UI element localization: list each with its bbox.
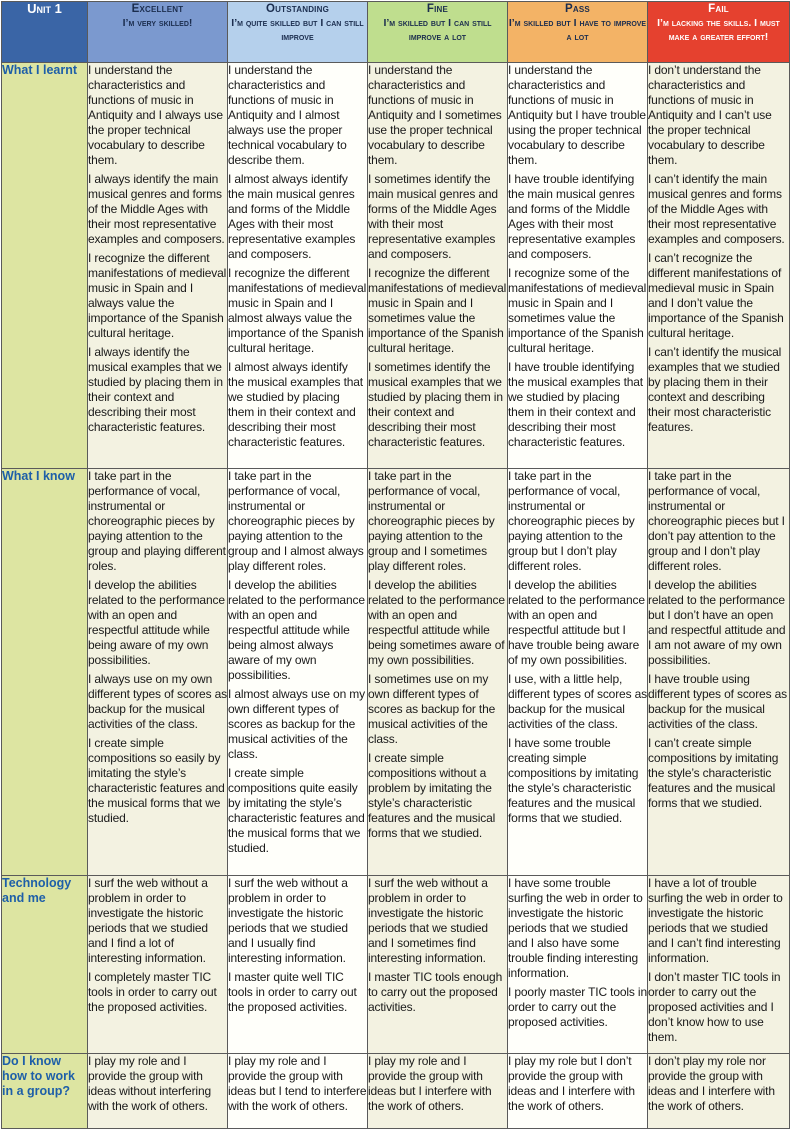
level-description: I’m quite skilled but I can still improve (231, 17, 364, 43)
criterion-text: I understand the characteristics and functions of music in Antiquity and I almost always use the proper technical vocabulary to describe them. (228, 63, 347, 167)
criterion-text: I can’t identify the main musical genres and forms of the Middle Ages with their most representative examples and composers. (648, 172, 785, 246)
criterion-text: I recognize the different manifestations of medieval music in Spain and I always value the importance of the Spanish cultural heritage. (88, 251, 227, 340)
level-description: I’m very skilled! (122, 17, 193, 29)
criterion-text: I have a lot of trouble surfing the web in order to investigate the historic periods that we studied and I can’t find interesting information. (648, 876, 783, 965)
criterion-text: I understand the characteristics and functions of music in Antiquity but I have trouble using the proper technical vocabulary to describe them. (508, 63, 646, 167)
level-name: Excellent (131, 3, 184, 15)
criterion-text: I don’t play my role nor provide the group with ideas and I interfere with the work of others. (648, 1054, 775, 1113)
criterion-text: I have trouble using different types of scores as backup for the musical activities of the class. (648, 672, 787, 731)
criterion-text: I master quite well TIC tools in order to carry out the proposed activities. (228, 970, 357, 1014)
criterion-text: I understand the characteristics and functions of music in Antiquity and I sometimes use the proper technical vocabulary to describe them. (368, 63, 502, 167)
criterion-text: I have some trouble creating simple compositions by imitating the style’s characteristic features and the musical forms that we studied. (508, 736, 639, 825)
criterion-text: I create simple compositions quite easily by imitating the style’s characteristic features and the musical forms that we studied. (228, 766, 365, 855)
rubric-cell (368, 1054, 508, 1129)
rubric-cell (228, 876, 368, 1054)
criterion-text: I play my role but I don’t provide the group with ideas and I interfere with the work of others. (508, 1054, 635, 1113)
criterion-text: I take part in the performance of vocal, instrumental or choreographic pieces by paying attention to the group and I almost always play different roles. (228, 469, 364, 573)
criterion-text: I play my role and I provide the group with ideas but I tend to interfere with the work of others. (228, 1054, 367, 1113)
criterion-text: I play my role and I provide the group with ideas without interfering with the work of others. (88, 1054, 211, 1113)
rubric-cell (648, 469, 790, 876)
rubric-cell (88, 63, 228, 469)
criterion-text: I take part in the performance of vocal, instrumental or choreographic pieces by paying attention to the group and playing different roles. (88, 469, 226, 573)
rubric-cell (228, 63, 368, 469)
criterion-text: I almost always identify the musical examples that we studied by placing them in their context and describing their most characteristic features. (228, 360, 363, 449)
level-fine-header (368, 2, 508, 63)
criterion-text: I almost always identify the main musical genres and forms of the Middle Ages with their most representative examples and composers. (228, 172, 356, 261)
rubric-cell (648, 63, 790, 469)
level-description: I’m lacking the skills. I must make a greater effort! (657, 17, 780, 43)
criterion-text: I create simple compositions so easily by imitating the style’s characteristic features and the musical forms that we studied. (88, 736, 225, 825)
rubric-row-what-i-learnt (2, 63, 790, 469)
criterion-text: I recognize the different manifestations of medieval music in Spain and I sometimes value the importance of the Spanish cultural heritage. (368, 266, 507, 355)
rubric-cell (88, 1054, 228, 1129)
criterion-text: I surf the web without a problem in order to investigate the historic periods that we studied and I sometimes find interesting information. (368, 876, 488, 965)
rubric-cell (368, 876, 508, 1054)
criterion-text: I take part in the performance of vocal, instrumental or choreographic pieces by paying attention to the group but I don’t play different roles. (508, 469, 635, 573)
row-label: Do I know how to work in a group? (2, 1054, 88, 1129)
criterion-text: I don’t understand the characteristics and functions of music in Antiquity and I can’t use the proper technical vocabulary to describe them. (648, 63, 772, 167)
rubric-cell (648, 876, 790, 1054)
row-label: What I learnt (2, 63, 88, 469)
criterion-text: I master TIC tools enough to carry out the proposed activities. (368, 970, 503, 1014)
criterion-text: I can’t create simple compositions by imitating the style’s characteristic features and the musical forms that we studied. (648, 736, 779, 810)
unit-title: Unit 1 (2, 2, 88, 63)
row-label: Technology and me (2, 876, 88, 1054)
rubric-cell (228, 469, 368, 876)
rubric-cell (88, 876, 228, 1054)
rubric-cell (368, 469, 508, 876)
criterion-text: I understand the characteristics and functions of music in Antiquity and I always use the proper technical vocabulary to describe them. (88, 63, 223, 167)
criterion-text: I use, with a little help, different types of scores as backup for the musical activities of the class. (508, 672, 647, 731)
rubric-cell (228, 1054, 368, 1129)
rubric-table (1, 1, 790, 1129)
criterion-text: I surf the web without a problem in order to investigate the historic periods that we studied and I usually find interesting information. (228, 876, 348, 965)
criterion-text: I have some trouble surfing the web in order to investigate the historic periods that we studied and I also have some trouble finding interesting information. (508, 876, 643, 980)
rubric-cell (508, 469, 648, 876)
criterion-text: I always identify the main musical genres and forms of the Middle Ages with their most representative examples and composers. (88, 172, 225, 246)
rubric-cell (648, 1054, 790, 1129)
rubric-row-what-i-know (2, 469, 790, 876)
criterion-text: I can’t identify the musical examples that we studied by placing them in their context and describing their most characteristic features. (648, 345, 782, 434)
criterion-text: I sometimes use on my own different types of scores as backup for the musical activities of the class. (368, 672, 496, 746)
rubric-cell (88, 469, 228, 876)
criterion-text: I completely master TIC tools in order to carry out the proposed activities. (88, 970, 217, 1014)
level-outstanding-header (228, 2, 368, 63)
criterion-text: I poorly master TIC tools in order to carry out the proposed activities. (508, 985, 647, 1029)
level-name: Fail (708, 3, 729, 15)
criterion-text: I create simple compositions without a problem by imitating the style’s characteristic features and the musical forms that we studied. (368, 751, 496, 840)
criterion-text: I develop the abilities related to the performance with an open and respectful attitude but I have trouble being aware of my own possibilities. (508, 578, 645, 667)
criterion-text: I develop the abilities related to the performance but I don’t have an open and respectful attitude and I am not aware of my own possibilities. (648, 578, 786, 667)
criterion-text: I recognize the different manifestations of medieval music in Spain and I almost always value the importance of the Spanish cultural heritage. (228, 266, 367, 355)
level-name: Outstanding (266, 3, 329, 15)
criterion-text: I sometimes identify the musical examples that we studied by placing them in their context and describing their most characteristic features. (368, 360, 503, 449)
criterion-text: I take part in the performance of vocal, instrumental or choreographic pieces but I don’t pay attention to the group and I don’t play different roles. (648, 469, 785, 573)
level-description: I’m skilled but I have to improve a lot (508, 17, 647, 43)
row-label: What I know (2, 469, 88, 876)
criterion-text: I develop the abilities related to the performance with an open and respectful attitude while being aware of my own possibilities. (88, 578, 225, 667)
criterion-text: I play my role and I provide the group with ideas but I interfere with the work of others. (368, 1054, 492, 1113)
criterion-text: I develop the abilities related to the performance with an open and respectful attitude while being sometimes aware of my own possibilities. (368, 578, 505, 667)
criterion-text: I surf the web without a problem in order to investigate the historic periods that we studied and I find a lot of interesting information. (88, 876, 208, 965)
level-pass-header (508, 2, 648, 63)
rubric-row-group-work (2, 1054, 790, 1129)
criterion-text: I always use on my own different types of scores as backup for the musical activities of the class. (88, 672, 227, 731)
level-name: Fine (426, 3, 449, 15)
rubric-cell (508, 63, 648, 469)
level-name: Pass (565, 3, 590, 15)
criterion-text: I sometimes identify the main musical genres and forms of the Middle Ages with their most representative examples and composers. (368, 172, 498, 261)
criterion-text: I take part in the performance of vocal, instrumental or choreographic pieces by paying attention to the group and I sometimes play different roles. (368, 469, 495, 573)
criterion-text: I always identify the musical examples that we studied by placing them in their context and describing their most characteristic features. (88, 345, 223, 434)
criterion-text: I recognize some of the manifestations of medieval music in Spain and I sometimes value the importance of the Spanish cultural heritage. (508, 266, 647, 355)
header-row (2, 2, 790, 63)
rubric-cell (508, 876, 648, 1054)
rubric-cell (368, 63, 508, 469)
criterion-text: I almost always use on my own different types of scores as backup for the musical activities of the class. (228, 687, 365, 761)
criterion-text: I have trouble identifying the musical examples that we studied by placing them in their context and describing their most characteristic features. (508, 360, 643, 449)
level-fail-header (648, 2, 790, 63)
rubric-cell (508, 1054, 648, 1129)
criterion-text: I can’t recognize the different manifestations of medieval music in Spain and I don’t value the importance of the Spanish cultural heritage. (648, 251, 784, 340)
criterion-text: I develop the abilities related to the performance with an open and respectful attitude while being almost always aware of my own possibilities. (228, 578, 365, 682)
criterion-text: I have trouble identifying the main musical genres and forms of the Middle Ages with their most representative examples and composers. (508, 172, 636, 261)
level-description: I’m skilled but I can still improve a lot (383, 17, 492, 43)
rubric-row-technology-and-me (2, 876, 790, 1054)
level-excellent-header (88, 2, 228, 63)
criterion-text: I don’t master TIC tools in order to carry out the proposed activities and I don’t know how to use them. (648, 970, 781, 1044)
